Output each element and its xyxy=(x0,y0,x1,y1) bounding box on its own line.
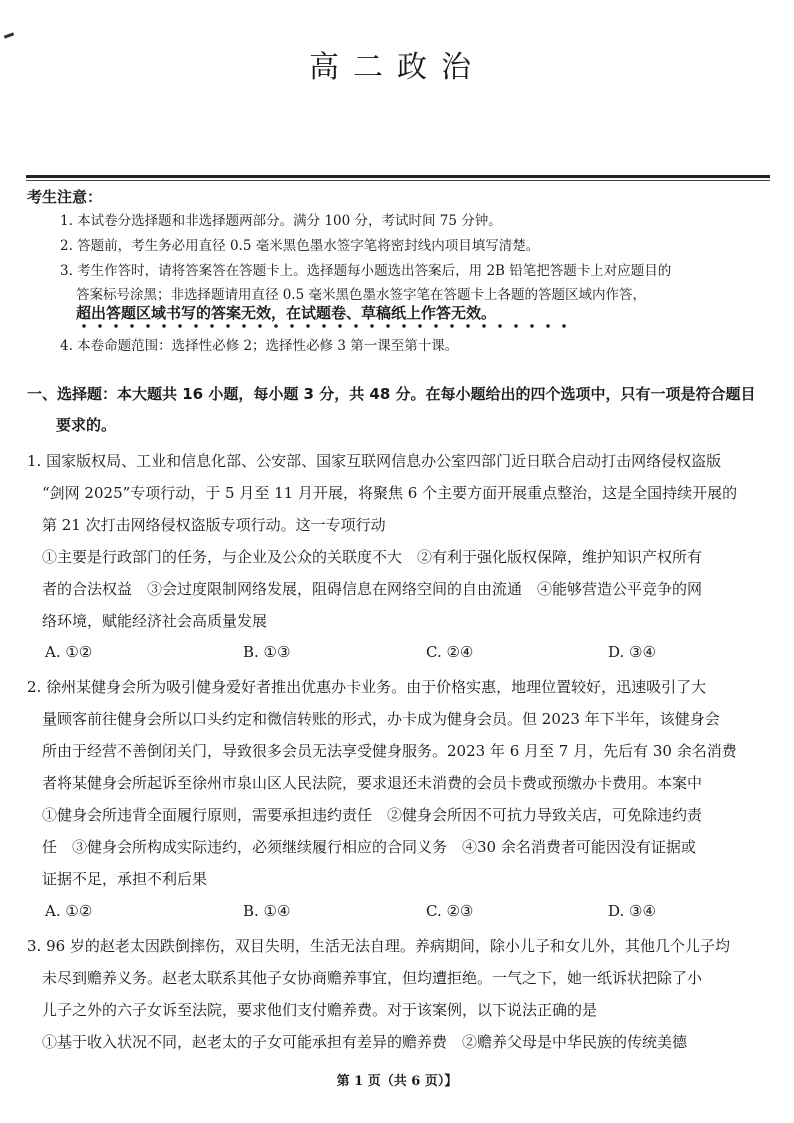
q2-line: 量顾客前往健身会所以口头约定和微信转账的形式，办卡成为健身会员。但 2023 年下半年，该健身会 xyxy=(42,710,720,728)
q1-option-a: A. ①② xyxy=(45,643,93,661)
q3-line: 未尽到赡养义务。赵老太联系其他子女协商赡养事宜，但均遭拒绝。一气之下，她一纸诉状把除了小 xyxy=(42,969,703,987)
q1-line: ①主要是行政部门的任务，与企业及公众的关联度不大 ②有利于强化版权保障，维护知识产权所有 xyxy=(42,548,703,566)
q1-line: 者的合法权益 ③会过度限制网络发展，阻碍信息在网络空间的自由流通 ④能够营造公平竞争的网 xyxy=(42,580,703,598)
header-rule-thin xyxy=(26,180,770,181)
notice-item-2: 2. 答题前，考生务必用直径 0.5 毫米黑色墨水签字笔将密封线内项目填写清楚。 xyxy=(60,238,540,254)
q2-line: 证据不足，承担不利后果 xyxy=(42,870,208,888)
q1-line: “剑网 2025”专项行动，于 5 月至 11 月开展，将聚焦 6 个主要方面开展重点整治，这是全国持续开展的 xyxy=(42,484,738,502)
q2-line: 所由于经营不善倒闭关门，导致很多会员无法享受健身服务。2023 年 6 月至 7 月，先后有 30 余名消费 xyxy=(42,742,737,760)
q1-option-b: B. ①③ xyxy=(243,643,291,661)
q2-line: 2. 徐州某健身会所为吸引健身爱好者推出优惠办卡业务。由于价格实惠，地理位置较好，迅速吸引了大 xyxy=(27,678,707,696)
notice-item-1: 1. 本试卷分选择题和非选择题两部分。满分 100 分，考试时间 75 分钟。 xyxy=(60,213,502,229)
q1-line: 1. 国家版权局、工业和信息化部、公安部、国家互联网信息办公室四部门近日联合启动打击网络侵权盗版 xyxy=(27,452,722,470)
q2-line: ①健身会所违背全面履行原则，需要承担违约责任 ②健身会所因不可抗力导致关店，可免除违约责 xyxy=(42,806,703,824)
notice-item-3-cont: 答案标号涂黑；非选择题请用直径 0.5 毫米黑色墨水签字笔在答题卡上各题的答题区域内作答， xyxy=(76,287,647,303)
q2-option-a: A. ①② xyxy=(45,902,93,920)
q1-line: 络环境，赋能经济社会高质量发展 xyxy=(42,612,268,630)
section-heading-cont: 要求的。 xyxy=(56,416,117,434)
page-footer: 第 1 页（共 6 页）】 xyxy=(336,1074,458,1089)
scan-mark xyxy=(4,32,14,38)
notice-item-3: 3. 考生作答时，请将答案答在答题卡上。选择题每小题选出答案后，用 2B 铅笔把答题卡上对应题目的 xyxy=(60,263,672,279)
notice-item-4: 4. 本卷命题范围：选择性必修 2；选择性必修 3 第一课至第十课。 xyxy=(60,338,459,354)
q1-line: 第 21 次打击网络侵权盗版专项行动。这一专项行动 xyxy=(42,516,386,534)
notice-item-3-emphasis: 超出答题区域书写的答案无效，在试题卷、草稿纸上作答无效。 xyxy=(76,304,497,322)
header-rule xyxy=(26,175,770,178)
section-heading: 一、选择题：本大题共 16 小题，每小题 3 分，共 48 分。在每小题给出的四个选项中，只有一项是符合题目 xyxy=(27,385,756,403)
q3-line: ①基于收入状况不同，赵老太的子女可能承担有差异的赡养费 ②赡养父母是中华民族的传统美德 xyxy=(42,1033,688,1051)
q1-option-d: D. ③④ xyxy=(608,643,656,661)
q3-line: 3. 96 岁的赵老太因跌倒摔伤，双目失明，生活无法自理。养病期间，除小儿子和女儿外，其他几个儿子均 xyxy=(27,937,730,955)
q3-line: 儿子之外的六子女诉至法院，要求他们支付赡养费。对于该案例，以下说法正确的是 xyxy=(42,1001,598,1019)
emphasis-dots xyxy=(76,322,566,330)
q2-option-d: D. ③④ xyxy=(608,902,656,920)
q1-option-c: C. ②④ xyxy=(426,643,474,661)
q2-line: 者将某健身会所起诉至徐州市泉山区人民法院，要求退还未消费的会员卡费或预缴办卡费用。本案中 xyxy=(42,774,703,792)
q2-line: 任 ③健身会所构成实际违约，必须继续履行相应的合同义务 ④30 余名消费者可能因没有证据或 xyxy=(42,838,696,856)
page-title: 高二政治 xyxy=(309,50,485,85)
q2-option-c: C. ②③ xyxy=(426,902,474,920)
q2-option-b: B. ①④ xyxy=(243,902,291,920)
notice-heading: 考生注意： xyxy=(27,188,103,206)
